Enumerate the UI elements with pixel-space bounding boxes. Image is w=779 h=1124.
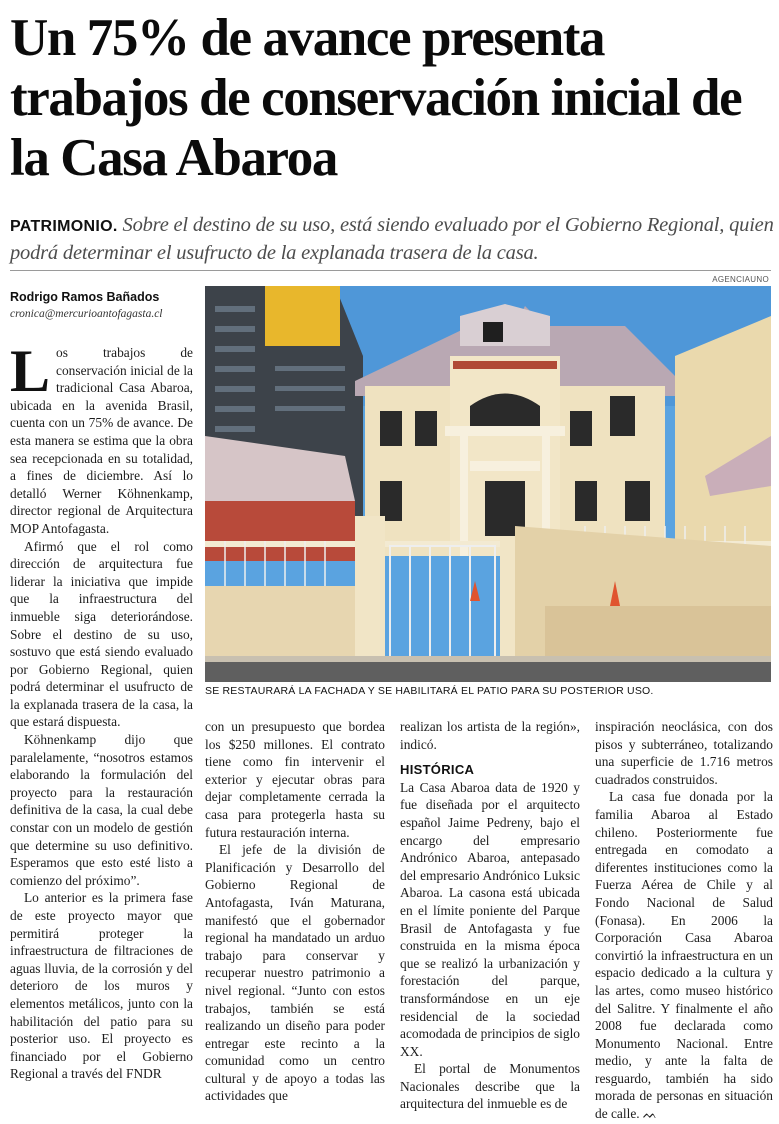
column-2: [205, 718, 385, 1105]
divider: [10, 270, 771, 271]
photo-caption: SE RESTAURARÁ LA FACHADA Y SE HABILITARÁ EL PATIO PARA SU POSTERIOR USO.: [205, 685, 654, 697]
paragraph: La Casa Abaroa data de 1920 y fue diseñada por el arquitecto español Jaime Pedreny, bajo el encargo del empresario Andrónico Abaroa, antepasado del empresario Andrónico Luksic Abaroa. La casona está ubicada en el límite poniente del Parque Brasil de Antofagasta y fue construida en la misma época que se realizó la urbanización y forestación del parque, transformándose en un eje residencial de la sociedad acomodada de principios de siglo XX.: [400, 779, 580, 1059]
column-4: [595, 718, 773, 1124]
paragraph-text: La casa fue donada por la familia Abaroa al Estado chileno. Posteriormente fue entregada en comodato a diferentes instituciones como la Fuerza Aérea de Chile y al Fondo Nacional de Salud (Fonasa). En 2006 la Corporación Casa Abaroa convirtió la infraestructura en un espacio dedicado a la cultura y las artes, como museo histórico del Salitre. Y finalmente el año 2008 fue declarada como Monumento Nacional. Entre medio, y ante la falta de resguardo, también ha sido morada de personas en situación de calle.: [595, 789, 773, 1122]
section-subhead: HISTÓRICA: [400, 762, 475, 778]
end-mark-icon: ᨓ: [642, 1107, 658, 1122]
photo-credit: AGENCIAUNO: [712, 275, 769, 284]
drop-cap: L: [10, 338, 51, 404]
paragraph: inspiración neoclásica, con dos pisos y subterráneo, totalizando una superficie de 1.716 metros cuadrados construidos.: [595, 719, 773, 787]
column-3: [400, 718, 580, 1113]
paragraph: [10, 338, 193, 538]
paragraph: con un presupuesto que bordea los $250 millones. El contrato tiene como fin intervenir el exterior y ejecutar obras para dejar completamente cerrada la casa para protegerla hasta su futura restauración interna.: [205, 719, 385, 840]
paragraph: El jefe de la división de Planificación y Desarrollo del Gobierno Regional de Antofagasta, Iván Maturana, manifestó que el gobernador regional ha mandatado un arduo trabajo para conservar y recuperar nuestro patrimonio a nivel regional. “Junto con estos trabajos, también se está realizando un diseño para poder entregar este recinto a la comunidad como un centro cultural y de apoyo a todas las actividades que: [205, 842, 385, 1104]
article-photo: [205, 286, 771, 682]
deck: [10, 212, 775, 267]
paragraph-text: os trabajos de conservación inicial de la tradicional Casa Abaroa, ubicada en la avenida Brasil, cuenta con un 75% de avance. De esta manera se estima que la obra sea recepcionada en su totalidad, a fines de diciembre. Así lo detalló Werner Köhnenkamp, director regional de Arquitectura MOP Antofagasta.: [10, 345, 193, 536]
paragraph: realizan los artista de la región», indicó.: [400, 719, 580, 752]
kicker: PATRIMONIO.: [10, 218, 118, 235]
byline-email: cronica@mercurioantofagasta.cl: [10, 308, 163, 320]
paragraph: Köhnenkamp dijo que paralelamente, “nosotros estamos elaborando la formulación del proyecto para la restauración definitiva de la casa, la cual debe constar con un modelo de gestión que determine su uso definitivo. Esperamos que esto esté listo a comienzo del próximo”.: [10, 732, 193, 888]
paragraph: Lo anterior es la primera fase de este proyecto mayor que permitirá proteger la infraestructura de filtraciones de aguas lluvia, de la corrosión y del deterioro de los muros y elementos metálicos, junto con la habilitación del patio para su posterior uso. El proyecto es financiado por el Gobierno Regional a través del FNDR: [10, 890, 193, 1082]
paragraph: [595, 788, 773, 1123]
deck-text: Sobre el destino de su uso, está siendo evaluado por el Gobierno Regional, quien podrá determinar el usufructo de la explanada trasera de la casa.: [10, 214, 774, 264]
headline: Un 75% de avance presenta trabajos de conservación inicial de la Casa Abaroa: [10, 9, 742, 187]
paragraph: El portal de Monumentos Nacionales describe que la arquitectura del inmueble es de: [400, 1061, 580, 1112]
column-1: [10, 338, 193, 1083]
byline-author: Rodrigo Ramos Bañados: [10, 290, 160, 304]
paragraph: Afirmó que el rol como dirección de arquitectura fue liderar la iniciativa que impide que la infraestructura del inmueble siga deteriorándose. Sobre el destino de su uso, sostuvo que está siendo evaluado por Gobierno Regional, quien podrá determinar el usufructo de la explanada trasera de la casa, la que estará dispuesta.: [10, 538, 193, 730]
